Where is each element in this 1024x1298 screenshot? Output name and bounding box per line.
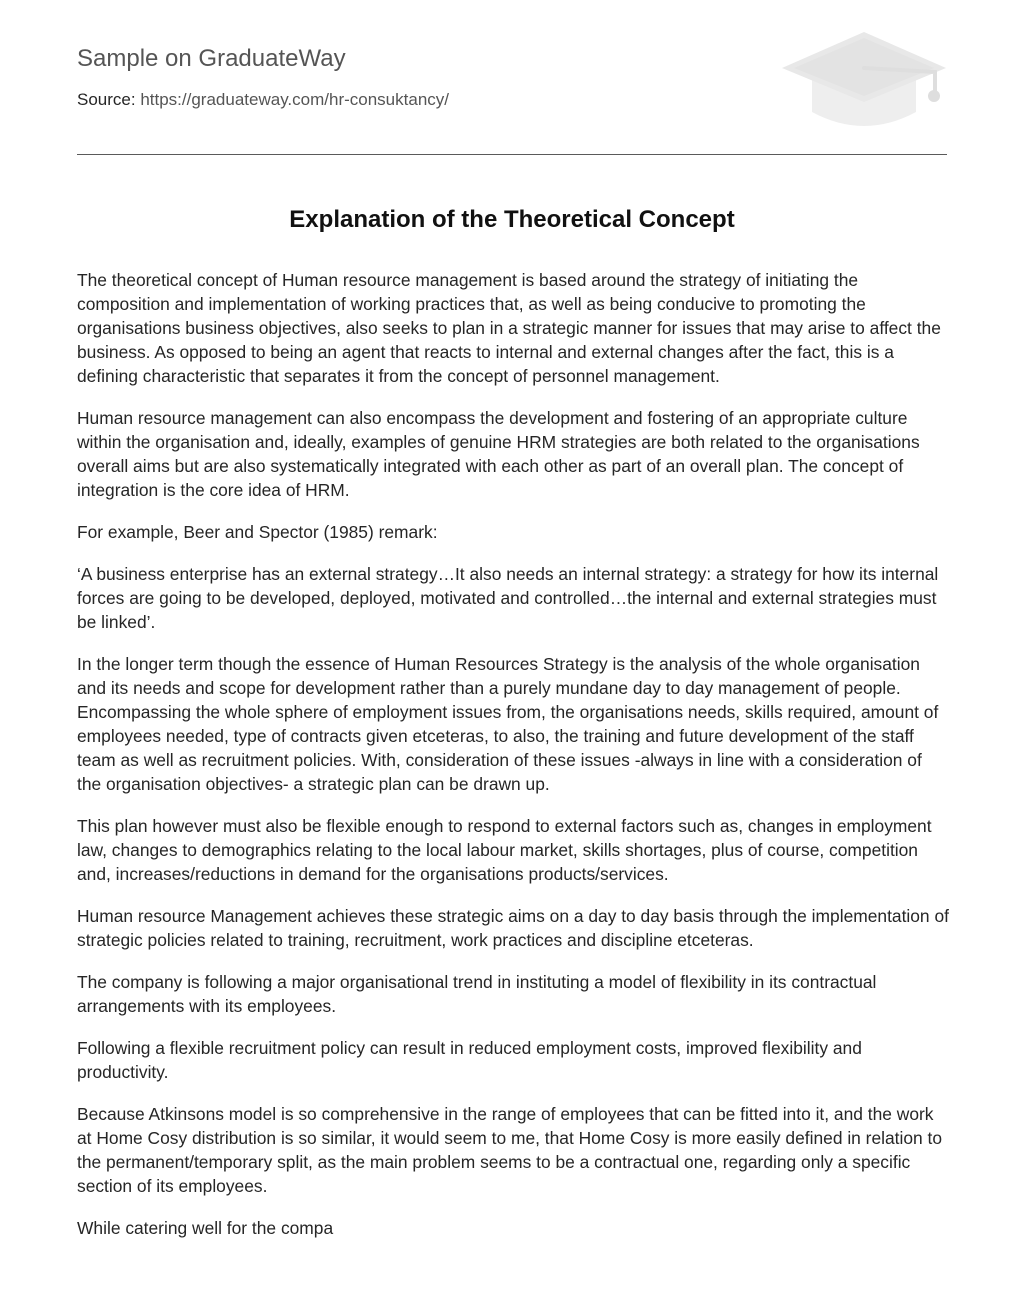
- paragraph: Because Atkinsons model is so comprehensive in the range of employees that can be fitted into it, and the work at Home Cosy distribution is so similar, it would seem to me, that Home Cosy is more easily defined in relation to the permanent/temporary split, as the main problem seems to be a contractual one, regarding only a specific section of its employees.: [77, 1104, 943, 1196]
- document-body: [77, 268, 949, 1258]
- site-name: Sample on GraduateWay: [77, 45, 346, 72]
- paragraph: In the longer term though the essence of Human Resources Strategy is the analysis of the whole organisation and its needs and scope for development rather than a purely mundane day to day management of people. Encompassing the whole sphere of employment issues from, the organisations needs, skills required, amount of employees needed, type of contracts given etceteras, to also, the training and future development of the staff team as well as recruitment policies. With, consideration of these issues -always in line with a consideration of the organisation objectives- a strategic plan can be drawn up.: [77, 654, 939, 794]
- source-label: Source:: [77, 90, 136, 109]
- source-link[interactable]: https://graduateway.com/hr-consuktancy/: [140, 90, 449, 109]
- quote-paragraph: ‘A business enterprise has an external strategy…It also needs an internal strategy: a strategy for how its internal forces are going to be developed, deployed, motivated and controlled…the internal and external strategies must be linked’.: [77, 564, 939, 632]
- paragraph: For example, Beer and Spector (1985) remark:: [77, 522, 438, 542]
- paragraph: While catering well for the compa: [77, 1218, 334, 1238]
- paragraph: This plan however must also be flexible enough to respond to external factors such as, changes in employment law, changes to demographics relating to the local labour market, skills shortages, plus of course, competition and, increases/reductions in demand for the organisations products/services.: [77, 816, 932, 884]
- paragraph: Following a flexible recruitment policy can result in reduced employment costs, improved flexibility and productivity.: [77, 1038, 862, 1082]
- paragraph: Human resource management can also encompass the development and fostering of an appropriate culture within the organisation and, ideally, examples of genuine HRM strategies are both related to the organisations overall aims but are also systematically integrated with each other as part of an overall plan. The concept of integration is the core idea of HRM.: [77, 408, 920, 500]
- source-line: [77, 89, 449, 111]
- document-title: Explanation of the Theoretical Concept: [289, 206, 735, 233]
- paragraph: The theoretical concept of Human resource management is based around the strategy of initiating the composition and implementation of working practices that, as well as being conducive to promoting the organisations business objectives, also seeks to plan in a strategic manner for issues that may arise to affect the business. As opposed to being an agent that reacts to internal and external changes after the fact, this is a defining characteristic that separates it from the concept of personnel management.: [77, 270, 941, 386]
- paragraph: The company is following a major organisational trend in instituting a model of flexibility in its contractual arrangements with its employees.: [77, 972, 877, 1016]
- paragraph: Human resource Management achieves these strategic aims on a day to day basis through the implementation of strategic policies related to training, recruitment, work practices and discipline etceteras.: [77, 906, 949, 950]
- graduation-cap-icon: [780, 30, 950, 134]
- header-divider: [77, 154, 947, 155]
